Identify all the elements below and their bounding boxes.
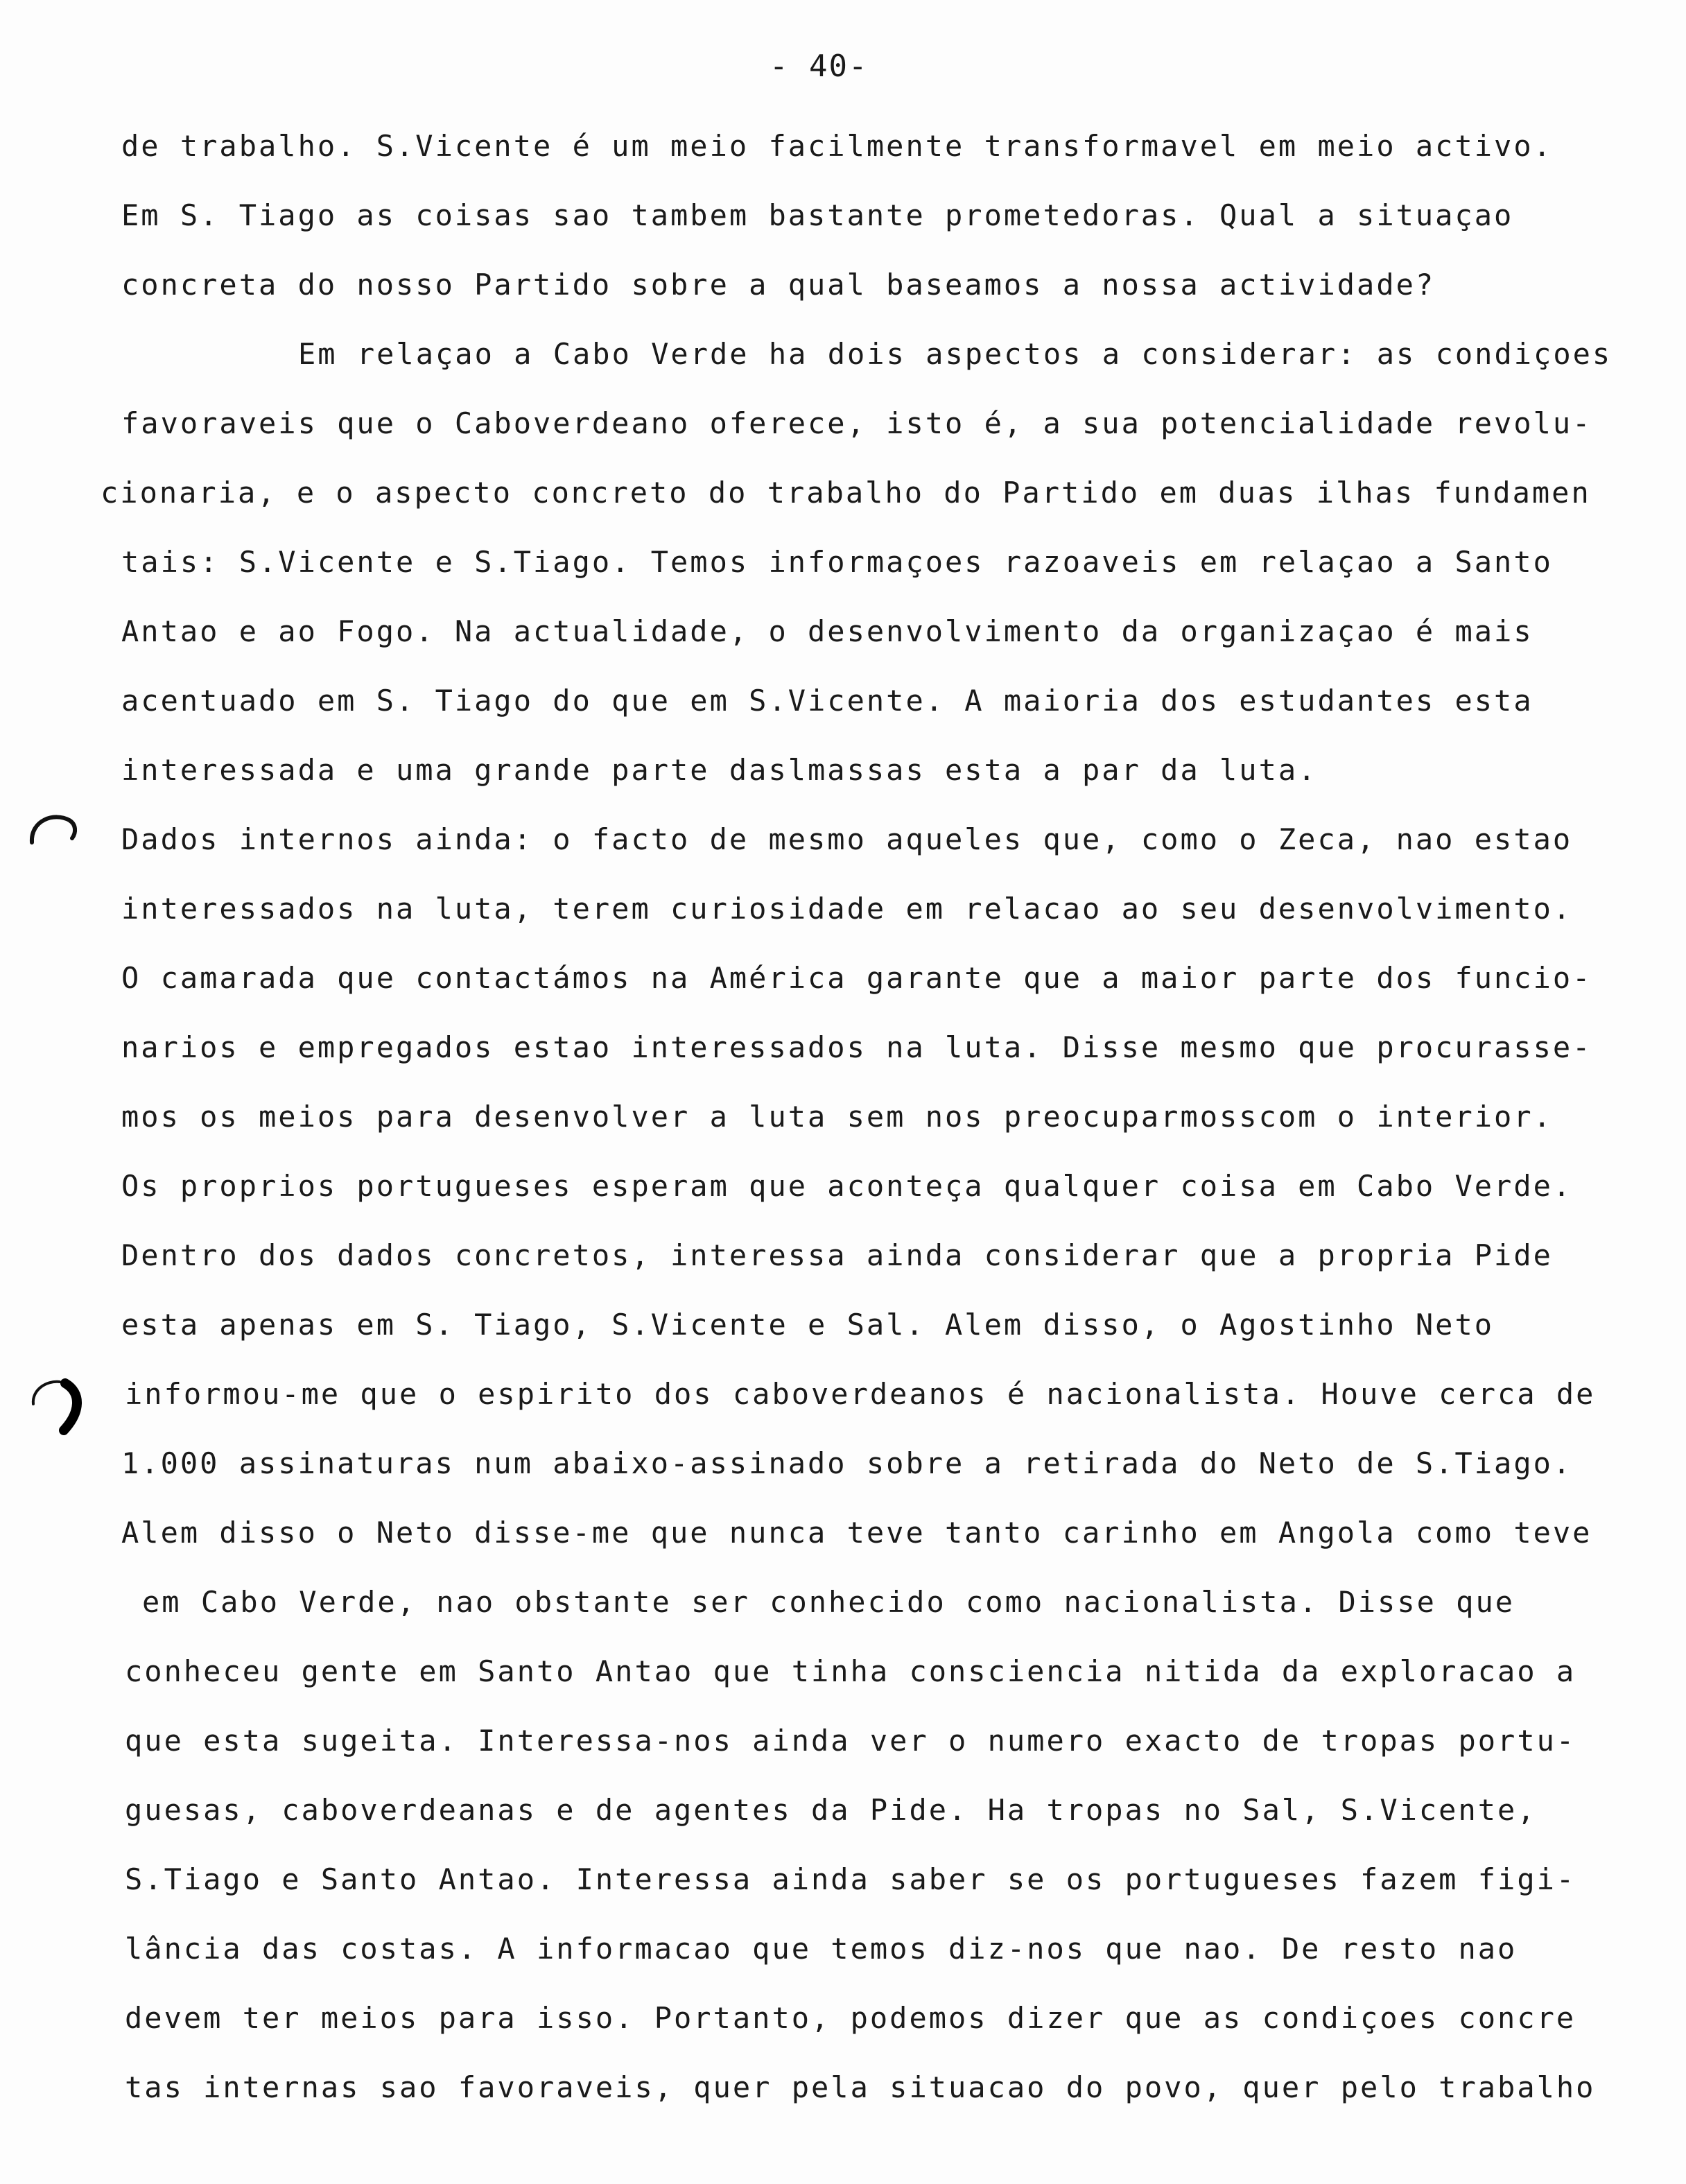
text-line: S.Tiago e Santo Antao. Interessa ainda saber se os portugueses fazem figi- bbox=[125, 1862, 1576, 1896]
text-line: Os proprios portugueses esperam que aconteça qualquer coisa em Cabo Verde. bbox=[121, 1169, 1573, 1203]
text-line: 1.000 assinaturas num abaixo-assinado sobre a retirada do Neto de S.Tiago. bbox=[121, 1446, 1573, 1480]
text-line: Dados internos ainda: o facto de mesmo aqueles que, como o Zeca, nao estao bbox=[121, 822, 1573, 856]
text-line: devem ter meios para isso. Portanto, podemos dizer que as condiçoes concre bbox=[125, 2001, 1576, 2035]
text-line: concreta do nosso Partido sobre a qual baseamos a nossa actividade? bbox=[121, 268, 1436, 302]
text-line: tas internas sao favoraveis, quer pela situacao do povo, quer pelo trabalho bbox=[125, 2070, 1596, 2104]
text-line: tais: S.Vicente e S.Tiago. Temos informaçoes razoaveis em relaçao a Santo bbox=[121, 545, 1553, 579]
text-line: Alem disso o Neto disse-me que nunca teve tanto carinho em Angola como teve bbox=[121, 1516, 1592, 1550]
text-line: Em relaçao a Cabo Verde ha dois aspectos a considerar: as condiçoes bbox=[298, 337, 1613, 371]
text-line: acentuado em S. Tiago do que em S.Vicente. A maioria dos estudantes esta bbox=[121, 684, 1533, 718]
text-line: que esta sugeita. Interessa-nos ainda ver o numero exacto de tropas portu- bbox=[125, 1724, 1576, 1758]
text-line: Em S. Tiago as coisas sao tambem bastante prometedoras. Qual a situaçao bbox=[121, 198, 1514, 232]
text-line: esta apenas em S. Tiago, S.Vicente e Sal. Alem disso, o Agostinho Neto bbox=[121, 1308, 1495, 1342]
text-line: interessados na luta, terem curiosidade em relacao ao seu desenvolvimento. bbox=[121, 892, 1573, 926]
text-line: Dentro dos dados concretos, interessa ainda considerar que a propria Pide bbox=[121, 1238, 1553, 1272]
text-line: lância das costas. A informacao que temos diz-nos que nao. De resto nao bbox=[125, 1932, 1518, 1966]
text-line: favoraveis que o Caboverdeano oferece, isto é, a sua potencialidade revolu- bbox=[121, 406, 1592, 440]
page-number: - 40- bbox=[770, 49, 869, 84]
text-line: cionaria, e o aspecto concreto do trabalho do Partido em duas ilhas fundamen bbox=[101, 476, 1591, 510]
margin-bracket-bottom-icon bbox=[25, 1376, 94, 1439]
text-line: O camarada que contactámos na América garante que a maior parte dos funcio- bbox=[121, 961, 1592, 995]
text-line: guesas, caboverdeanas e de agentes da Pide. Ha tropas no Sal, S.Vicente, bbox=[125, 1793, 1537, 1827]
text-line: informou-me que o espirito dos caboverdeanos é nacionalista. Houve cerca de bbox=[125, 1377, 1596, 1411]
text-line: mos os meios para desenvolver a luta sem nos preocuparmosscom o interior. bbox=[121, 1100, 1553, 1134]
text-line: em Cabo Verde, nao obstante ser conhecido como nacionalista. Disse que bbox=[142, 1585, 1515, 1619]
text-line: Antao e ao Fogo. Na actualidade, o desenvolvimento da organizaçao é mais bbox=[121, 614, 1533, 648]
text-line: conheceu gente em Santo Antao que tinha consciencia nitida da exploracao a bbox=[125, 1654, 1576, 1688]
text-line: interessada e uma grande parte daslmassas esta a par da luta. bbox=[121, 753, 1318, 787]
text-line: narios e empregados estao interessados na luta. Disse mesmo que procurasse- bbox=[121, 1030, 1592, 1064]
text-line: de trabalho. S.Vicente é um meio facilmente transformavel em meio activo. bbox=[121, 129, 1553, 163]
margin-bracket-top-icon bbox=[26, 808, 89, 856]
